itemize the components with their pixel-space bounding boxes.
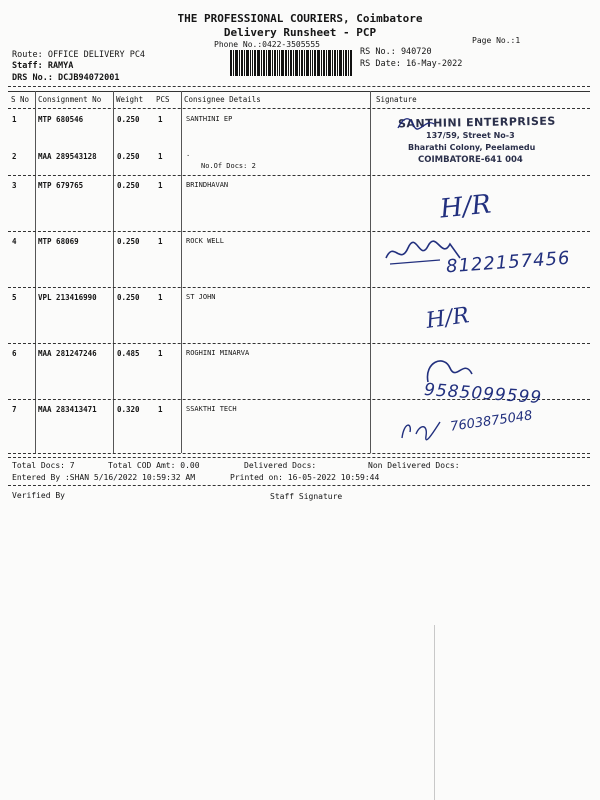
barcode-image	[230, 50, 352, 76]
row-separator	[8, 343, 590, 344]
row-weight: 0.320	[117, 405, 140, 414]
row-weight: 0.250	[117, 293, 140, 302]
row-sno: 5	[12, 293, 17, 302]
company-title: THE PROFESSIONAL COURIERS, Coimbatore	[177, 12, 423, 25]
row-sno: 4	[12, 237, 17, 246]
col-header-consignee: Consignee Details	[184, 95, 261, 104]
row-sno: 2	[12, 152, 17, 161]
signature-scribble-row7	[398, 414, 444, 444]
phone-handwritten-row7: 7603875048	[449, 408, 534, 435]
row-consignee: ROGHINI MINARVA	[186, 349, 250, 357]
row-pcs: 1	[158, 181, 163, 190]
rs-date: RS Date: 16-May-2022	[360, 59, 463, 69]
phone-handwritten-row6: 9585099599	[423, 379, 543, 409]
staff-signature-label: Staff Signature	[270, 492, 343, 501]
row-consignment: MAA 289543128	[38, 152, 97, 161]
non-delivered-docs: Non Delivered Docs:	[368, 461, 460, 470]
staff-label: Staff: RAMYA	[12, 61, 74, 71]
row-consignment: MTP 680546	[38, 115, 84, 124]
stamp-city-line: COIMBATORE-641 004	[418, 155, 523, 165]
signature-text-row5: H/R	[424, 303, 471, 334]
stamp-company-name: SANTHINI ENTERPRISES	[397, 114, 556, 131]
stamp-address-line: 137/59, Street No-3	[426, 131, 515, 140]
rs-number: RS No.: 940720	[360, 47, 432, 57]
table-top-rule	[8, 91, 590, 92]
row-separator	[8, 175, 590, 176]
total-docs: Total Docs: 7	[12, 461, 75, 470]
table-header-rule	[8, 108, 590, 109]
row-consignee: BRINDHAVAN	[186, 181, 229, 189]
row-pcs: 1	[158, 349, 163, 358]
row-consignee: ST JOHN	[186, 293, 216, 301]
col-header-signature: Signature	[376, 95, 417, 104]
row-sno: 1	[12, 115, 17, 124]
row-weight: 0.250	[117, 181, 140, 190]
row-sno: 6	[12, 349, 17, 358]
row-pcs: 1	[158, 115, 163, 124]
row-sno: 7	[12, 405, 17, 414]
row-pcs: 1	[158, 293, 163, 302]
page-number: Page No.:1	[472, 36, 521, 45]
delivered-docs: Delivered Docs:	[244, 461, 317, 470]
row-sno: 3	[12, 181, 17, 190]
sheet-title: Delivery Runsheet - PCP	[223, 26, 377, 39]
row-consignment: VPL 213416990	[38, 293, 97, 302]
row-consignment: MAA 283413471	[38, 405, 97, 414]
row-weight: 0.250	[117, 237, 140, 246]
col-header-pcs: PCS	[156, 95, 170, 104]
row-doc-count: No.Of Docs: 2	[201, 162, 256, 170]
verified-by-label: Verified By	[12, 491, 65, 500]
table-bottom-rule-2	[8, 457, 590, 458]
row-pcs: 1	[158, 405, 163, 414]
entered-by: Entered By :SHAN 5/16/2022 10:59:32 AM	[12, 473, 196, 482]
row-consignee: SANTHINI EP	[186, 115, 233, 123]
row-consignment: MTP 68069	[38, 237, 79, 246]
stamp-address-line: Bharathi Colony, Peelamedu	[408, 143, 536, 152]
footer-rule	[8, 485, 590, 486]
row-pcs: 1	[158, 152, 163, 161]
printed-on: Printed on: 16-05-2022 10:59:44	[230, 473, 380, 482]
row-consignment: MAA 281247246	[38, 349, 97, 358]
row-pcs: 1	[158, 237, 163, 246]
row-consignee: SSAKTHI TECH	[186, 405, 237, 413]
stamp-signature-scribble	[396, 114, 436, 134]
total-cod-amount: Total COD Amt: 0.00	[108, 461, 200, 470]
col-header-sno: S No	[11, 95, 30, 104]
header-top-rule	[8, 86, 590, 87]
row-weight: 0.250	[117, 115, 140, 124]
row-weight: 0.485	[117, 349, 140, 358]
col-header-weight: Weight	[116, 95, 144, 104]
scan-artifact-line	[434, 625, 435, 800]
route-label: Route: OFFICE DELIVERY PC4	[12, 50, 146, 60]
table-bottom-rule	[8, 453, 590, 454]
row-separator	[8, 231, 590, 232]
phone-handwritten-row4: 8122157456	[445, 247, 572, 278]
signature-text-row3: H/R	[438, 189, 493, 225]
phone-number: Phone No.:0422-3505555	[214, 40, 320, 49]
col-header-consignment: Consignment No	[38, 95, 102, 104]
row-consignment: MTP 679765	[38, 181, 84, 190]
row-weight: 0.250	[117, 152, 140, 161]
row-separator	[8, 287, 590, 288]
drs-number: DRS No.: DCJB94072001	[12, 73, 120, 83]
row-consignee: .	[186, 150, 191, 158]
row-consignee: ROCK WELL	[186, 237, 224, 245]
